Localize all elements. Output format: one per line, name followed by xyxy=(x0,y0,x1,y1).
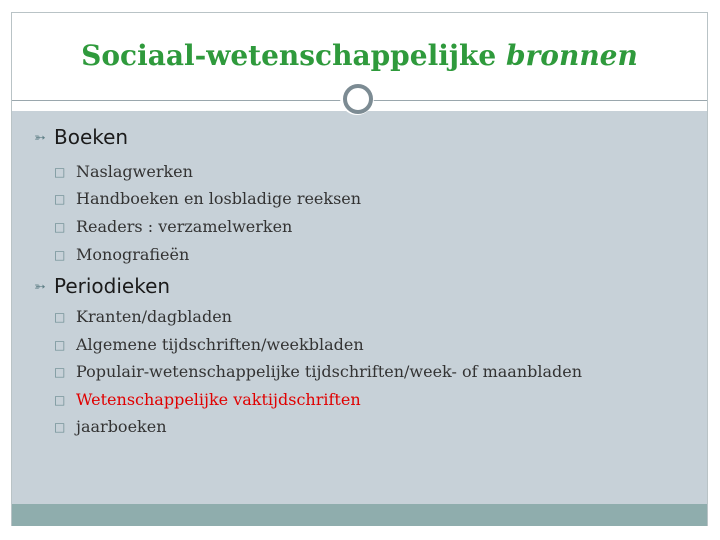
title-main: Sociaal-wetenschappelijke xyxy=(81,39,497,72)
swoosh-bullet-icon: ➳ xyxy=(34,130,46,146)
section-heading-periodieken: ➳ Periodieken xyxy=(34,274,171,298)
hollow-square-bullet-icon: □ xyxy=(54,310,66,324)
footer-bar xyxy=(12,504,707,526)
content-area xyxy=(12,111,707,504)
hollow-square-bullet-icon: □ xyxy=(54,420,66,434)
ring-icon xyxy=(340,81,374,115)
list-item: □ Monografieën xyxy=(54,245,190,264)
list-item: □ Readers : verzamelwerken xyxy=(54,217,293,236)
hollow-square-bullet-icon: □ xyxy=(54,393,66,407)
list-item-highlighted: □ Wetenschappelijke vaktijdschriften xyxy=(54,390,361,409)
list-item: □ Kranten/dagbladen xyxy=(54,307,232,326)
hollow-square-bullet-icon: □ xyxy=(54,338,66,352)
list-item: □ Handboeken en losbladige reeksen xyxy=(54,189,362,208)
hollow-square-bullet-icon: □ xyxy=(54,248,66,262)
hollow-square-bullet-icon: □ xyxy=(54,220,66,234)
swoosh-bullet-icon: ➳ xyxy=(34,279,46,295)
list-item: □ Algemene tijdschriften/weekbladen xyxy=(54,335,364,354)
list-item: □ Populair-wetenschappelijke tijdschriften/week- of maanbladen xyxy=(54,362,583,381)
hollow-square-bullet-icon: □ xyxy=(54,192,66,206)
slide xyxy=(11,12,708,526)
slide-title xyxy=(12,39,707,72)
section-heading-boeken: ➳ Boeken xyxy=(34,125,129,149)
list-item: □ Naslagwerken xyxy=(54,162,193,181)
hollow-square-bullet-icon: □ xyxy=(54,365,66,379)
list-item: □ jaarboeken xyxy=(54,417,167,436)
title-italic: bronnen xyxy=(505,39,638,72)
hollow-square-bullet-icon: □ xyxy=(54,165,66,179)
